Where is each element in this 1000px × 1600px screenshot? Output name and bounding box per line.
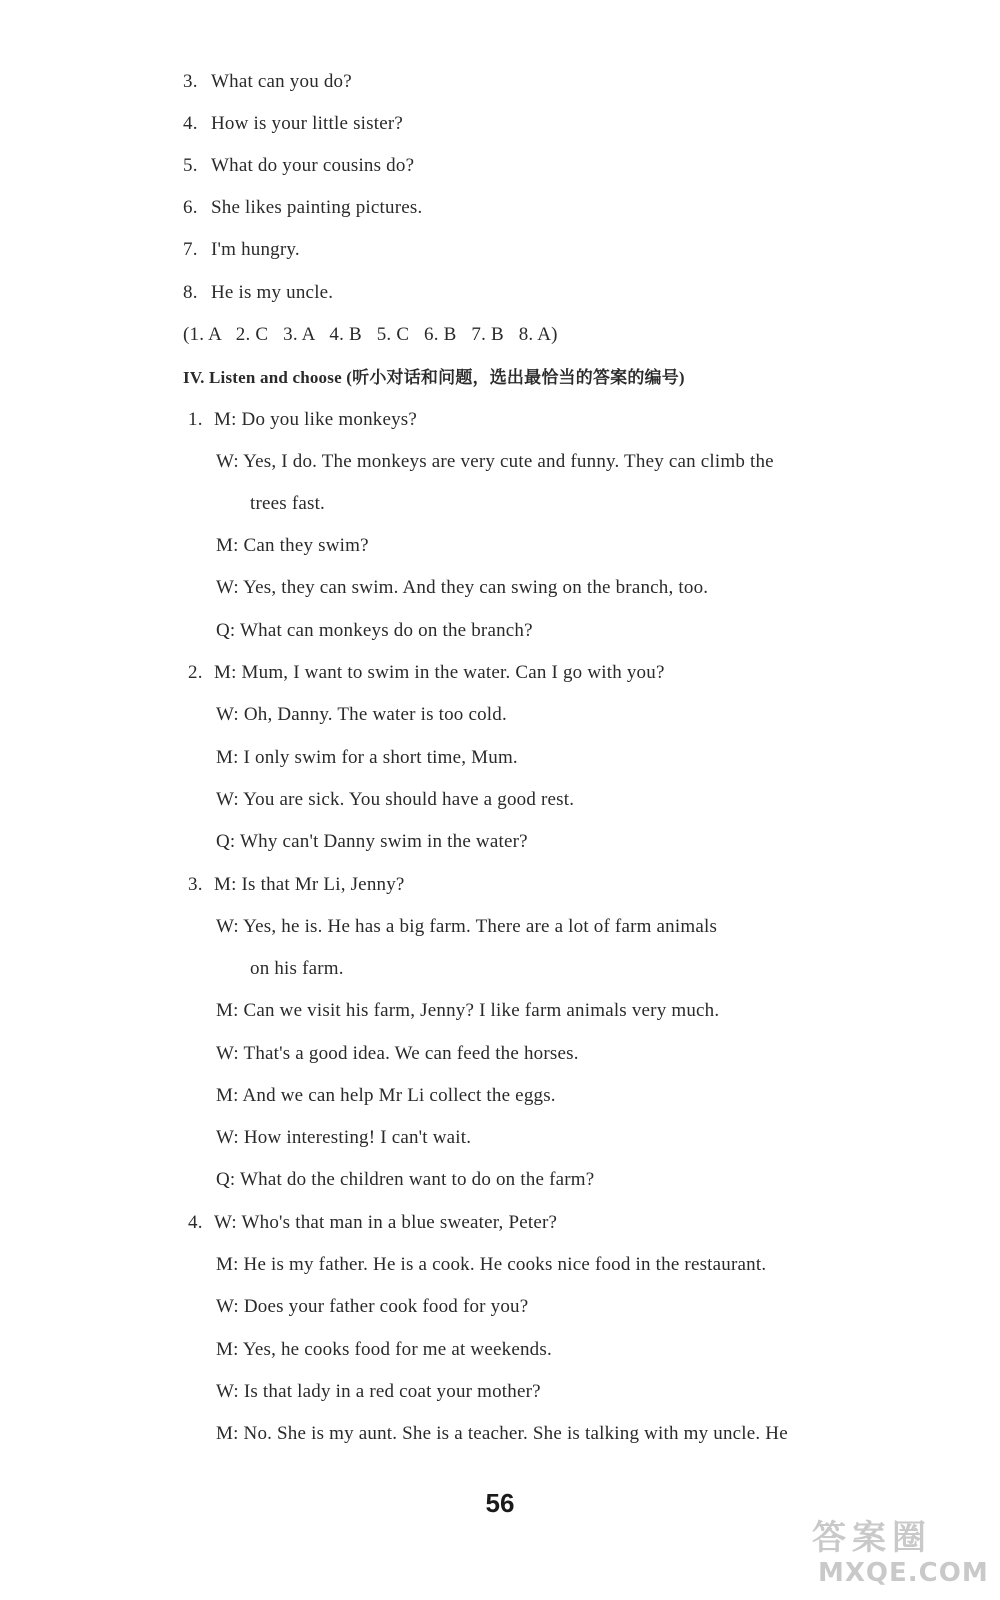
watermark-top-text: 答案圈 (812, 1518, 932, 1558)
page-number: 56 (485, 1488, 515, 1518)
watermark-bottom-text: MXQE.COM (818, 1558, 989, 1588)
watermark-logo (812, 1510, 987, 1595)
